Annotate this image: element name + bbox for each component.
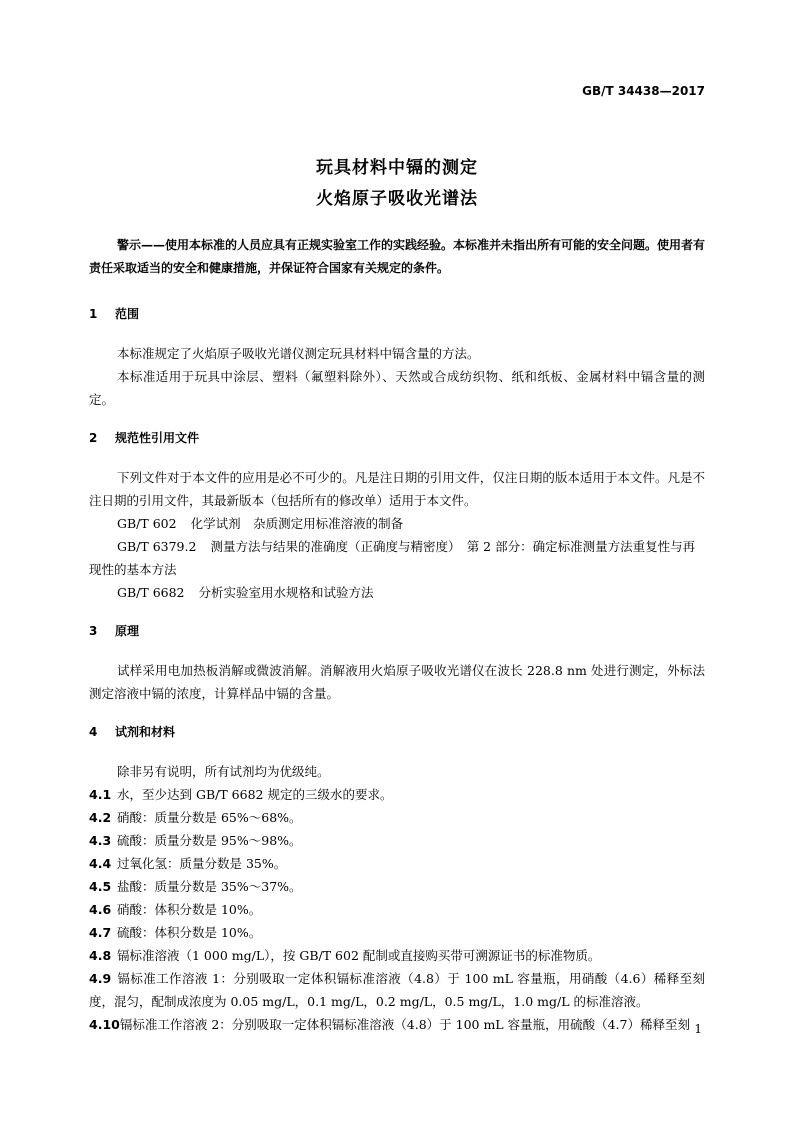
- item-text: 镉标准工作溶液 2：分别吸取一定体积镉标准溶液（4.8）于 100 mL 容量瓶，用硫酸（4.7）稀释至刻: [119, 1017, 690, 1032]
- item-text: 盐酸：质量分数是 35%～37%。: [117, 879, 302, 894]
- section-title: 范围: [115, 307, 140, 321]
- reagent-item: [89, 852, 705, 875]
- item-text: 硝酸：体积分数是 10%。: [117, 902, 262, 917]
- reagent-item: [89, 1013, 705, 1036]
- item-number: 4.5: [89, 879, 112, 894]
- section-number: 4: [89, 725, 98, 739]
- standard-number: GB/T 34438—2017: [582, 84, 705, 98]
- document-body: [89, 234, 705, 1036]
- reagent-item: [89, 875, 705, 898]
- item-number: 4.6: [89, 902, 112, 917]
- reagent-item: [89, 806, 705, 829]
- document-title-line1: 玩具材料中镉的测定: [316, 158, 478, 178]
- reagent-item: [89, 898, 705, 921]
- item-number: 4.9: [89, 971, 112, 986]
- item-number: 4.1: [89, 787, 112, 802]
- scope-paragraph-1: 本标准规定了火焰原子吸收光谱仪测定玩具材料中镉含量的方法。: [117, 346, 480, 361]
- scope-paragraph-2: 本标准适用于玩具中涂层、塑料（氟塑料除外）、天然或合成纺织物、纸和纸板、金属材料中镉含量的测定。: [89, 369, 705, 407]
- section-1-heading: [89, 303, 705, 326]
- reference-code: GB/T 6379.2: [117, 539, 197, 554]
- reagent-item: [89, 921, 705, 944]
- section-3-heading: [89, 620, 705, 643]
- reagent-item: [89, 783, 705, 806]
- page-number: 1: [694, 1022, 702, 1036]
- item-text: 镉标准工作溶液 1：分别吸取一定体积镉标准溶液（4.8）于 100 mL 容量瓶，用硝酸（4.6）稀释至刻度，混匀，配制成浓度为 0.05 mg/L，0.1 mg/L，0.2 mg/L，0.5 mg/L，1.0 mg/L 的标准溶液。: [89, 971, 705, 1009]
- item-text: 过氧化氢：质量分数是 35%。: [117, 856, 287, 871]
- document-title-line2: 火焰原子吸收光谱法: [316, 189, 478, 209]
- item-text: 镉标准溶液（1 000 mg/L），按 GB/T 602 配制或直接购买带可溯源证书的标准物质。: [117, 948, 601, 963]
- section-2-heading: [89, 427, 705, 450]
- item-text: 水，至少达到 GB/T 6682 规定的三级水的要求。: [117, 787, 393, 802]
- item-number: 4.4: [89, 856, 112, 871]
- section-number: 2: [89, 431, 98, 445]
- item-text: 硫酸：体积分数是 10%。: [117, 925, 262, 940]
- reference-item: [89, 581, 705, 604]
- reagents-intro-paragraph: 除非另有说明，所有试剂均为优级纯。: [117, 764, 330, 779]
- reference-code: GB/T 6682: [117, 585, 185, 600]
- item-number: 4.10: [89, 1017, 120, 1032]
- reference-code: GB/T 602: [117, 516, 177, 531]
- item-number: 4.8: [89, 948, 112, 963]
- section-4-heading: [89, 721, 705, 744]
- reference-item: [89, 535, 705, 581]
- item-text: 硝酸：质量分数是 65%～68%。: [117, 810, 302, 825]
- section-title: 规范性引用文件: [115, 431, 200, 445]
- reference-title: 分析实验室用水规格和试验方法: [198, 585, 374, 600]
- principle-paragraph: 试样采用电加热板消解或微波消解。消解液用火焰原子吸收光谱仪在波长 228.8 nm 处进行测定，外标法测定溶液中镉的浓度，计算样品中镉的含量。: [89, 663, 705, 701]
- reagent-item: [89, 944, 705, 967]
- item-number: 4.3: [89, 833, 112, 848]
- item-number: 4.7: [89, 925, 112, 940]
- references-intro-paragraph: 下列文件对于本文件的应用是必不可少的。凡是注日期的引用文件，仅注日期的版本适用于本文件。凡是不注日期的引用文件，其最新版本（包括所有的修改单）适用于本文件。: [89, 470, 705, 508]
- reagent-item: [89, 829, 705, 852]
- section-number: 3: [89, 624, 98, 638]
- section-number: 1: [89, 307, 98, 321]
- reagent-item: [89, 967, 705, 1013]
- section-title: 试剂和材料: [115, 725, 176, 739]
- reference-item: [89, 512, 705, 535]
- item-text: 硫酸：质量分数是 95%～98%。: [117, 833, 302, 848]
- item-number: 4.2: [89, 810, 112, 825]
- section-title: 原理: [115, 624, 140, 638]
- reference-title: 化学试剂 杂质测定用标准溶液的制备: [190, 516, 404, 531]
- reference-title: 测量方法与结果的准确度（正确度与精密度） 第 2 部分：确定标准测量方法重复性与再现性的基本方法: [89, 539, 696, 577]
- warning-paragraph: 警示——使用本标准的人员应具有正规实验室工作的实践经验。本标准并未指出所有可能的安全问题。使用者有责任采取适当的安全和健康措施，并保证符合国家有关规定的条件。: [89, 238, 706, 275]
